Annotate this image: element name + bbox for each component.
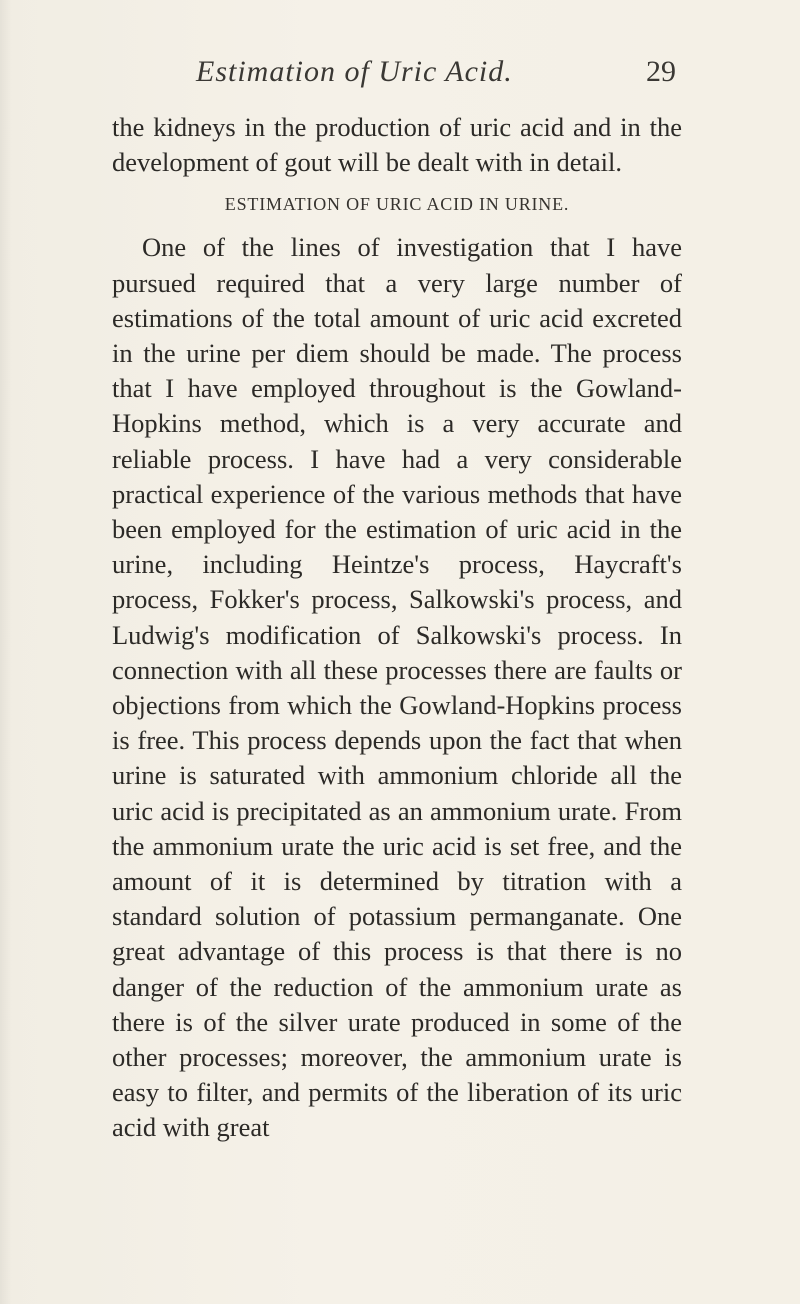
opening-paragraph: the kidneys in the production of uric acid and in the development of gout will be dealt with in detail.	[112, 112, 682, 178]
main-paragraph: One of the lines of investigation that I have pursued required that a very large number of estimations of the total amount of uric acid excreted in the urine per diem should be made. The process that I have employed throughout is the Gowland-Hopkins method, which is a very accurate and reliable process. I have had a very considerable practical experience of the various methods that have been employed for the estimation of uric acid in the urine, including Heintze's process, Haycraft's process, Fokker's process, Salkowski's process, and Ludwig's modification of Salkowski's process. In connection with all these processes there are faults or objections from which the Gowland-Hopkins process is free. This process depends upon the fact that when urine is saturated with ammonium chloride all the uric acid is precipitated as an ammonium urate. From the ammonium urate the uric acid is set free, and the amount of it is determined by titration with a standard solution of potassium permanganate. One great advantage of this process is that there is no danger of the reduction of the ammonium urate as there is of the silver urate produced in some of the other processes; moreover, the ammonium urate is easy to filter, and permits of the liberation of its uric acid with great	[112, 232, 682, 1143]
body-text	[112, 110, 682, 1146]
page-number: 29	[646, 55, 676, 88]
page-header	[196, 55, 676, 95]
page-edge-shadow	[0, 0, 12, 1304]
running-head: Estimation of Uric Acid.	[196, 55, 513, 88]
section-heading: ESTIMATION OF URIC ACID IN URINE.	[224, 194, 570, 215]
